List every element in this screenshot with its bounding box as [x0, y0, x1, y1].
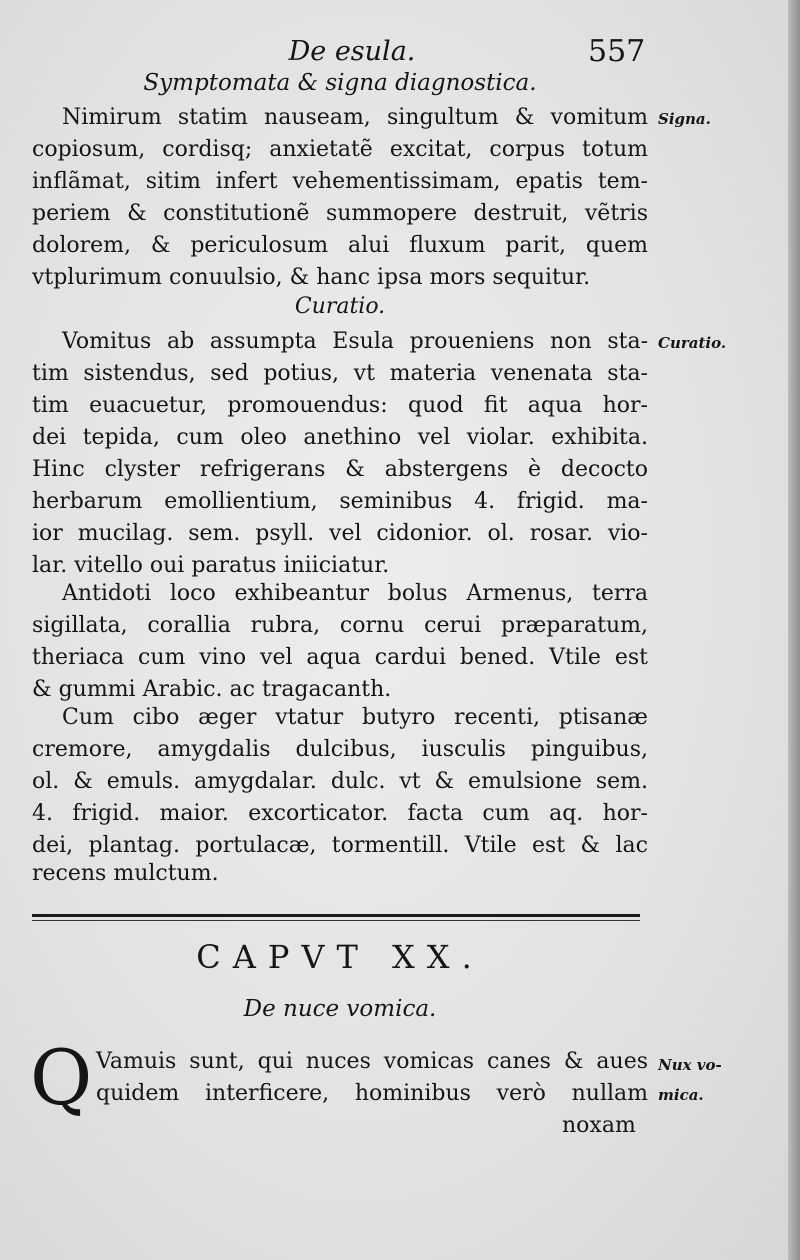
text-line: dolorem, & periculosum alui fluxum parit, quem [32, 233, 648, 258]
text-line: quidem interficere, hominibus verò nullam [96, 1081, 648, 1106]
text-line: copiosum, cordisq; anxietatẽ excitat, corpus totum [32, 137, 648, 162]
margin-note-signa: Signa. [658, 110, 711, 128]
running-title: De esula. [288, 36, 416, 67]
catchword: noxam [562, 1113, 636, 1138]
text-line: Cum cibo æger vtatur butyro recenti, ptisanæ [62, 705, 648, 730]
text-line: vtplurimum conuulsio, & hanc ipsa mors sequitur. [32, 265, 591, 290]
text-line: sigillata, corallia rubra, cornu cerui præparatum, [32, 613, 648, 638]
page-number: 557 [588, 34, 646, 69]
divider-thin-line [32, 920, 640, 921]
text-line: Vomitus ab assumpta Esula proueniens non sta- [62, 329, 648, 354]
chapter-subtitle: De nuce vomica. [243, 996, 437, 1022]
text-line: recens mulctum. [32, 861, 219, 886]
text-line: Nimirum statim nauseam, singultum & vomitum [62, 105, 648, 130]
text-line: 4. frigid. maior. excorticator. facta cum aq. hor- [32, 801, 648, 826]
subhead-curatio: Curatio. [294, 294, 386, 319]
margin-note-nux-1: Nux vo- [658, 1056, 722, 1074]
text-line: theriaca cum vino vel aqua cardui bened. Vtile est [32, 645, 648, 670]
text-line: Hinc clyster refrigerans & abstergens è decocto [32, 457, 648, 482]
text-line: cremore, amygdalis dulcibus, iusculis pinguibus, [32, 737, 648, 762]
text-line: inflãmat, sitim infert vehementissimam, epatis tem- [32, 169, 648, 194]
page-gutter-shadow [788, 0, 800, 1260]
drop-cap: Q [30, 1033, 93, 1122]
text-line: herbarum emollientium, seminibus 4. frigid. ma- [32, 489, 648, 514]
text-line: dei, plantag. portulacæ, tormentill. Vtile est & lac [32, 833, 648, 858]
text-line: tim euacuetur, promouendus: quod fit aqua hor- [32, 393, 648, 418]
section-title: Symptomata & signa diagnostica. [143, 70, 537, 96]
text-line: tim sistendus, sed potius, vt materia venenata sta- [32, 361, 648, 386]
text-line: periem & constitutionẽ summopere destruit, vẽtris [32, 201, 648, 226]
divider-thick-line [32, 914, 640, 917]
running-head [0, 34, 800, 74]
margin-note-curatio: Curatio. [658, 334, 727, 352]
text-line: ol. & emuls. amygdalar. dulc. vt & emulsione sem. [32, 769, 648, 794]
text-line: Vamuis sunt, qui nuces vomicas canes & aues [96, 1049, 648, 1074]
text-line: lar. vitello oui paratus iniiciatur. [32, 553, 390, 578]
text-line: Antidoti loco exhibeantur bolus Armenus, terra [62, 581, 648, 606]
margin-note-nux-2: mica. [658, 1086, 704, 1104]
chapter-title: CAPVT XX. [196, 938, 484, 976]
text-line: & gummi Arabic. ac tragacanth. [32, 677, 392, 702]
text-line: ior mucilag. sem. psyll. vel cidonior. ol. rosar. vio- [32, 521, 648, 546]
section-divider [32, 914, 640, 922]
text-line: dei tepida, cum oleo anethino vel violar. exhibita. [32, 425, 648, 450]
